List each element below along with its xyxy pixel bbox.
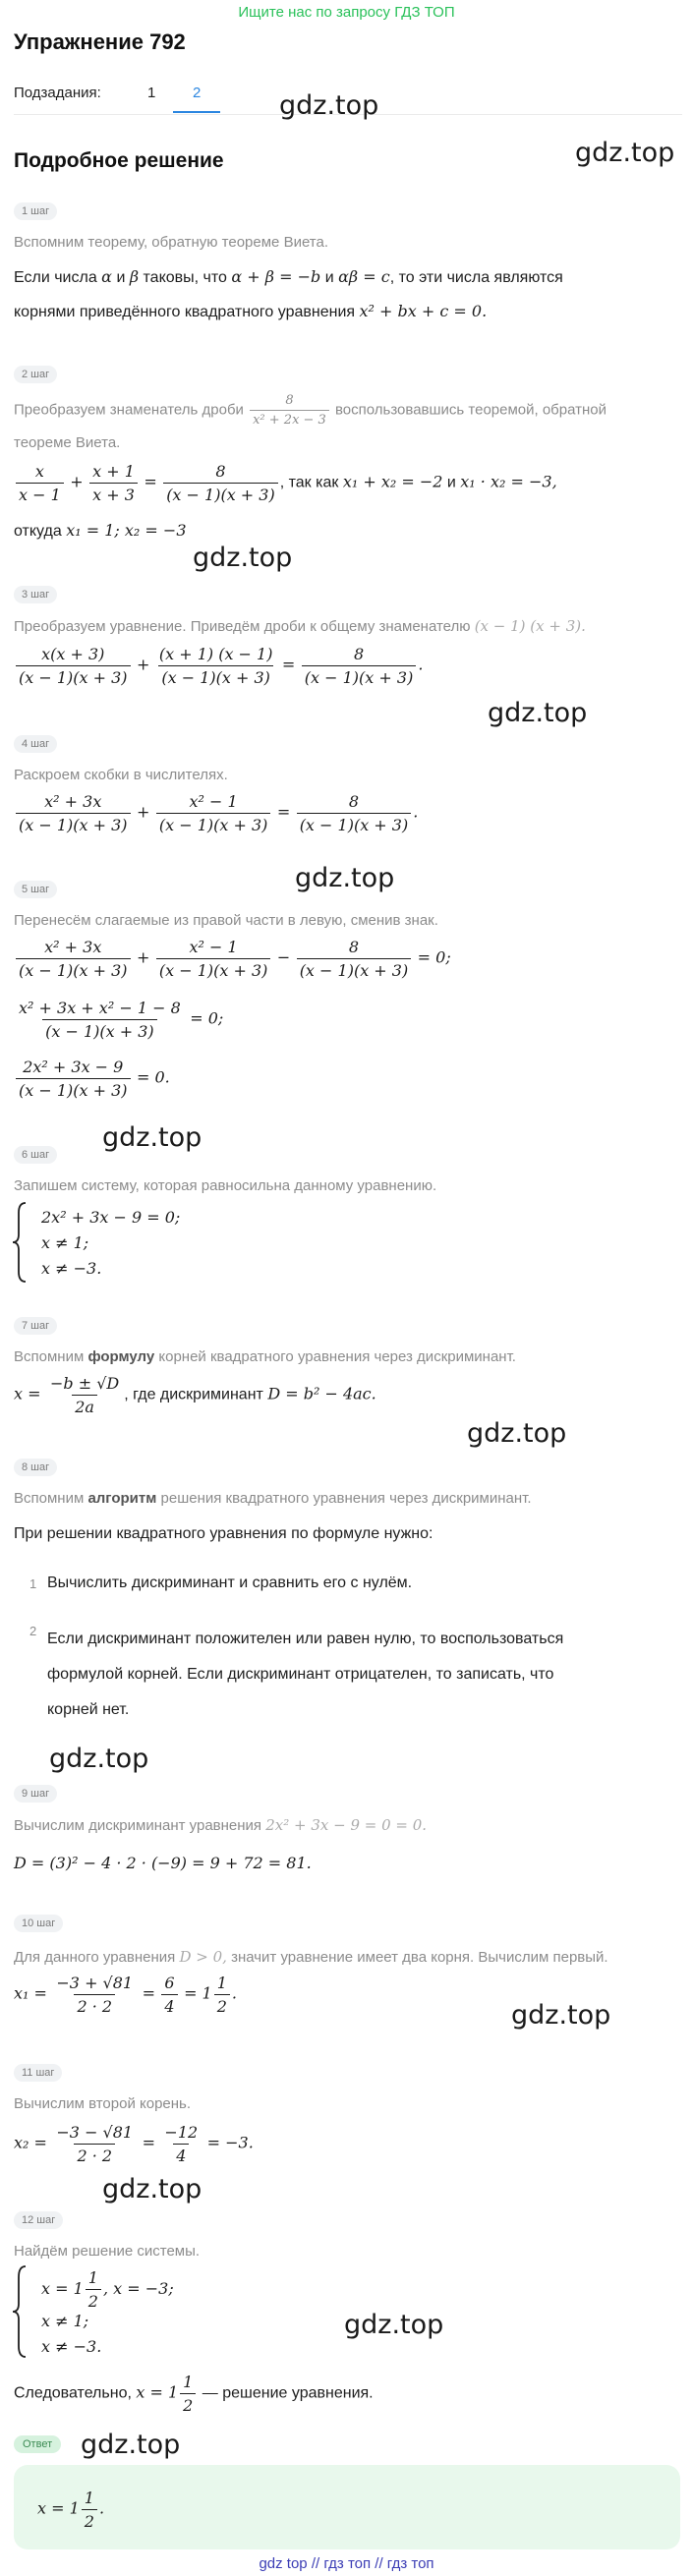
math: . bbox=[98, 2498, 105, 2518]
numerator: −3 − √81 bbox=[56, 2123, 134, 2142]
numerator: 6 bbox=[164, 1974, 175, 1992]
denominator: (x − 1)(x + 3) bbox=[16, 665, 131, 687]
text: Вычислим дискриминант уравнения bbox=[14, 1817, 262, 1834]
numerator: −12 bbox=[164, 2123, 199, 2142]
denominator: (x − 1)(x + 3) bbox=[297, 813, 412, 834]
denominator: 2 · 2 bbox=[74, 2144, 115, 2165]
denominator: (x − 1)(x + 3) bbox=[16, 813, 131, 834]
math: , x = −3; bbox=[102, 2279, 174, 2298]
math: α bbox=[101, 267, 112, 286]
list-item bbox=[47, 1622, 563, 1728]
system-brace bbox=[10, 1201, 29, 1288]
list-number: 1 bbox=[29, 1576, 37, 1591]
fraction bbox=[16, 462, 64, 504]
fraction bbox=[250, 393, 329, 428]
text: воспользовавшись теоремой, обратной bbox=[335, 401, 607, 419]
numerator: 1 bbox=[183, 2373, 194, 2391]
text-bold: алгоритм bbox=[87, 1490, 157, 1507]
subtask-active-underline bbox=[173, 111, 220, 113]
watermark: gdz.top bbox=[193, 543, 293, 573]
numerator: 8 bbox=[353, 645, 365, 663]
denominator: 2 bbox=[86, 2289, 101, 2311]
step-badge: 6 шаг bbox=[14, 1146, 57, 1164]
math: D > 0, bbox=[179, 1948, 227, 1966]
text: Вспомним bbox=[14, 1490, 85, 1507]
step-hint bbox=[14, 617, 586, 635]
denominator: x + 3 bbox=[89, 483, 138, 504]
fraction bbox=[297, 938, 412, 980]
equation: $\frac{\text{x² + 3x}}{(x - 1)(x + 3)}$ + $\frac{\text{x² − 1}}{(x - 1)(x + 3)}$ − $\frac{8}{(x - 1)(x + 3)}$ = 0; bbox=[14, 938, 451, 980]
text: , так как bbox=[279, 474, 339, 491]
numerator: 8 bbox=[348, 938, 360, 956]
footer-link[interactable]: гдз топ bbox=[386, 2555, 434, 2572]
top-banner[interactable]: Ищите нас по запросу ГДЗ ТОП bbox=[238, 4, 455, 21]
equation: $\frac{x}{x - 1}$ + $\frac{x + 1}{x + 3}$ = $\frac{8}{(x - 1)(x + 3)}$ , так как x₁ + x₂ = −2 и x₁ · x₂ = −3, bbox=[14, 462, 557, 504]
denominator: 2 · 2 bbox=[74, 1994, 115, 2016]
system-line: x ≠ 1; bbox=[41, 1233, 89, 1252]
numerator: x² + 3x + x² − 1 − 8 bbox=[19, 999, 181, 1017]
footer-separator: // bbox=[375, 2555, 383, 2572]
step-badge: 11 шаг bbox=[14, 2064, 62, 2082]
fraction bbox=[53, 1974, 136, 2016]
math: β bbox=[129, 267, 140, 286]
fraction bbox=[82, 2489, 97, 2531]
text: и bbox=[446, 474, 456, 491]
numerator: 8 bbox=[285, 393, 294, 408]
fraction bbox=[16, 645, 131, 687]
equation bbox=[14, 1974, 237, 2016]
math: . bbox=[231, 1983, 238, 2003]
step-hint: Перенесём слагаемые из правой части в левую, сменив знак. bbox=[14, 912, 438, 929]
fraction bbox=[89, 462, 138, 504]
math: = −3. bbox=[206, 2133, 254, 2152]
numerator: 8 bbox=[215, 462, 226, 481]
math: = bbox=[142, 2133, 155, 2152]
denominator: x² + 2x − 3 bbox=[250, 410, 329, 428]
step-badge: 10 шаг bbox=[14, 1915, 63, 1932]
watermark: gdz.top bbox=[279, 90, 379, 121]
text: значит уравнение имеет два корня. Вычислим первый. bbox=[231, 1949, 608, 1966]
denominator: 2 bbox=[180, 2393, 196, 2415]
algorithm-intro: При решении квадратного уравнения по формуле нужно: bbox=[14, 1525, 433, 1542]
step-badge: 5 шаг bbox=[14, 881, 57, 898]
watermark: gdz.top bbox=[344, 2310, 444, 2340]
system-line bbox=[41, 2268, 174, 2311]
numerator: x² + 3x bbox=[44, 792, 102, 811]
step-hint: Найдём решение системы. bbox=[14, 2243, 201, 2260]
step-badge: 2 шаг bbox=[14, 366, 57, 383]
system-line: 2x² + 3x − 9 = 0; bbox=[41, 1208, 181, 1227]
equation bbox=[14, 2123, 254, 2165]
fraction bbox=[156, 792, 271, 834]
fraction bbox=[16, 1058, 131, 1100]
list-item: Вычислить дискриминант и сравнить его с нулём. bbox=[47, 1574, 413, 1591]
system-brace bbox=[10, 2264, 29, 2364]
denominator: (x − 1)(x + 3) bbox=[163, 483, 278, 504]
system-line: x ≠ 1; bbox=[41, 2312, 89, 2330]
equation: D = (3)² − 4 · 2 · (−9) = 9 + 72 = 81. bbox=[14, 1854, 312, 1872]
denominator: (x − 1)(x + 3) bbox=[302, 665, 417, 687]
step-text bbox=[14, 521, 187, 541]
numerator: x² − 1 bbox=[189, 792, 238, 811]
fraction bbox=[16, 999, 184, 1041]
footer-separator: // bbox=[311, 2555, 320, 2572]
fraction bbox=[156, 645, 276, 687]
answer-badge: Ответ bbox=[14, 2435, 61, 2453]
denominator: x − 1 bbox=[16, 483, 64, 504]
watermark: gdz.top bbox=[575, 138, 675, 168]
fraction bbox=[47, 1374, 122, 1416]
numerator: 1 bbox=[87, 2268, 98, 2287]
fraction bbox=[163, 462, 278, 504]
math: α + β = −b bbox=[231, 267, 321, 286]
equation: $\frac{x(x + 3)}{(x - 1)(x + 3)}$ + $\frac{(x + 1) (x - 1)}{(x - 1)(x + 3)}$ = $\frac{8}{(x - 1)(x + 3)}$ . bbox=[14, 645, 423, 687]
math: x² + bx + c = 0. bbox=[359, 302, 488, 320]
math: x = 1 bbox=[37, 2498, 80, 2518]
step-badge: 9 шаг bbox=[14, 1785, 57, 1803]
step-badge: 7 шаг bbox=[14, 1317, 57, 1335]
math: = 0; bbox=[190, 1008, 224, 1028]
fraction bbox=[214, 1974, 230, 2016]
watermark: gdz.top bbox=[467, 1418, 567, 1449]
text: Преобразуем знаменатель дроби bbox=[14, 401, 244, 419]
step-hint bbox=[14, 1816, 427, 1834]
solution-heading: Подробное решение bbox=[14, 149, 224, 172]
numerator: 8 bbox=[348, 792, 360, 811]
step-hint bbox=[14, 1348, 516, 1365]
numerator: x(x + 3) bbox=[41, 645, 105, 663]
fraction bbox=[16, 938, 131, 980]
system-lines bbox=[41, 1205, 180, 1282]
step-hint: Запишем систему, которая равносильна данному уравнению. bbox=[14, 1177, 437, 1194]
math: D = b² − 4ac. bbox=[267, 1384, 376, 1403]
numerator: 2x² + 3x − 9 bbox=[23, 1058, 124, 1076]
step-hint: Вычислим второй корень. bbox=[14, 2095, 192, 2112]
fraction bbox=[180, 2373, 196, 2415]
watermark: gdz.top bbox=[488, 698, 588, 728]
fraction bbox=[53, 2123, 136, 2165]
math: x₁ = bbox=[14, 1983, 47, 2003]
watermark: gdz.top bbox=[102, 2174, 202, 2204]
equation bbox=[14, 999, 223, 1041]
list-number: 2 bbox=[29, 1624, 37, 1638]
text: решения квадратного уравнения через дискриминант. bbox=[160, 1490, 532, 1507]
brace-icon bbox=[10, 1201, 29, 1284]
step-text bbox=[14, 267, 563, 287]
denominator: (x − 1)(x + 3) bbox=[156, 958, 271, 980]
denominator: (x − 1)(x + 3) bbox=[297, 958, 412, 980]
denominator: (x − 1)(x + 3) bbox=[156, 813, 271, 834]
denominator: (x − 1)(x + 3) bbox=[16, 1078, 131, 1100]
text-bold: формулу bbox=[87, 1348, 155, 1365]
numerator: x bbox=[34, 462, 44, 481]
math: = 0. bbox=[136, 1067, 170, 1087]
equation: $\frac{\text{x² + 3x}}{(x - 1)(x + 3)}$ + $\frac{\text{x² − 1}}{(x - 1)(x + 3)}$ = $\frac{8}{(x - 1)(x + 3)}$ . bbox=[14, 792, 418, 834]
subtask-tab-2[interactable]: 2 bbox=[193, 85, 202, 101]
conclusion bbox=[14, 2373, 374, 2415]
step-badge: 12 шаг bbox=[14, 2211, 63, 2229]
math: x = bbox=[14, 1384, 41, 1403]
numerator: (x + 1) (x − 1) bbox=[158, 645, 273, 663]
text: откуда bbox=[14, 523, 62, 540]
step-hint bbox=[14, 1948, 608, 1966]
step-text bbox=[14, 302, 487, 321]
fraction bbox=[297, 792, 412, 834]
step-badge: 4 шаг bbox=[14, 735, 57, 753]
text: — решение уравнения. bbox=[202, 2384, 374, 2402]
equation bbox=[14, 1058, 170, 1100]
watermark: gdz.top bbox=[102, 1122, 202, 1153]
fraction bbox=[161, 2123, 201, 2165]
math: (x − 1) (x + 3). bbox=[474, 617, 586, 635]
text: и bbox=[324, 269, 334, 286]
numerator: x² − 1 bbox=[189, 938, 238, 956]
math: 2x² + 3x − 9 = 0 = 0. bbox=[265, 1816, 428, 1834]
denominator: (x − 1)(x + 3) bbox=[42, 1019, 157, 1041]
denominator: 2 bbox=[214, 1994, 230, 2016]
system-line: x ≠ −3. bbox=[41, 1259, 102, 1278]
denominator: 4 bbox=[173, 2144, 189, 2165]
numerator: x + 1 bbox=[92, 462, 135, 481]
denominator: (x − 1)(x + 3) bbox=[158, 665, 273, 687]
math: x₁ = 1; x₂ = −3 bbox=[66, 521, 187, 540]
subtasks-label: Подзадания: bbox=[14, 85, 101, 101]
footer-link[interactable]: гдз топ bbox=[323, 2555, 372, 2572]
math: x = 1 bbox=[136, 2382, 179, 2402]
denominator: 2a bbox=[72, 1395, 97, 1416]
fraction bbox=[16, 792, 131, 834]
list-item-line: Если дискриминант положителен или равен нулю, то воспользоваться bbox=[47, 1631, 564, 1647]
text: и bbox=[116, 269, 126, 286]
math: x₁ · x₂ = −3, bbox=[460, 472, 557, 491]
answer-value bbox=[37, 2489, 104, 2531]
subtask-tab-1[interactable]: 1 bbox=[147, 85, 156, 101]
watermark: gdz.top bbox=[49, 1744, 149, 1774]
system-line: x ≠ −3. bbox=[41, 2337, 102, 2356]
denominator: 4 bbox=[161, 1994, 177, 2016]
text: Для данного уравнения bbox=[14, 1949, 176, 1966]
equation bbox=[14, 1374, 376, 1416]
list-item-line: формулой корней. Если дискриминант отрицателен, то записать, что bbox=[47, 1666, 554, 1683]
denominator: (x − 1)(x + 3) bbox=[16, 958, 131, 980]
watermark: gdz.top bbox=[511, 2000, 611, 2031]
math: x = 1 bbox=[41, 2279, 84, 2298]
fraction bbox=[302, 645, 417, 687]
step-hint bbox=[14, 1490, 532, 1507]
numerator: −b ± √D bbox=[49, 1374, 120, 1393]
step-badge: 8 шаг bbox=[14, 1459, 57, 1476]
fraction bbox=[86, 2268, 101, 2311]
step-hint: теореме Виета. bbox=[14, 434, 121, 451]
numerator: 1 bbox=[216, 1974, 227, 1992]
math: = 1 bbox=[184, 1983, 212, 2003]
denominator: 2 bbox=[82, 2509, 97, 2531]
watermark: gdz.top bbox=[295, 863, 395, 893]
step-hint: Вспомним теорему, обратную теореме Виета. bbox=[14, 234, 329, 251]
text: Преобразуем уравнение. Приведём дроби к общему знаменателю bbox=[14, 618, 471, 635]
fraction bbox=[161, 1974, 177, 2016]
math: x₁ + x₂ = −2 bbox=[342, 472, 443, 491]
numerator: −3 + √81 bbox=[56, 1974, 134, 1992]
fraction bbox=[156, 938, 271, 980]
text: , то эти числа являются bbox=[389, 269, 563, 286]
footer-link[interactable]: gdz top bbox=[259, 2555, 308, 2572]
math: = bbox=[142, 1983, 155, 2003]
page-title: Упражнение 792 bbox=[14, 29, 186, 54]
text: Следовательно, bbox=[14, 2384, 132, 2402]
step-hint bbox=[14, 393, 606, 428]
answer-box bbox=[14, 2465, 680, 2549]
math: αβ = c bbox=[338, 267, 390, 286]
step-badge: 1 шаг bbox=[14, 202, 57, 220]
step-hint: Раскроем скобки в числителях. bbox=[14, 767, 228, 783]
text: корнями приведённого квадратного уравнения bbox=[14, 304, 356, 320]
text: таковы, что bbox=[143, 269, 227, 286]
watermark: gdz.top bbox=[81, 2430, 181, 2460]
brace-icon bbox=[10, 2264, 29, 2359]
numerator: x² + 3x bbox=[44, 938, 102, 956]
text: Вспомним bbox=[14, 1348, 85, 1365]
step-badge: 3 шаг bbox=[14, 586, 57, 603]
math: x₂ = bbox=[14, 2133, 47, 2152]
text: Если числа bbox=[14, 269, 97, 286]
footer-links bbox=[0, 2555, 693, 2572]
math: = 0; bbox=[417, 947, 451, 967]
text: корней квадратного уравнения через дискриминант. bbox=[158, 1348, 516, 1365]
numerator: 1 bbox=[84, 2489, 94, 2507]
list-item-line: корней нет. bbox=[47, 1701, 130, 1718]
text: , где дискриминант bbox=[124, 1386, 263, 1403]
